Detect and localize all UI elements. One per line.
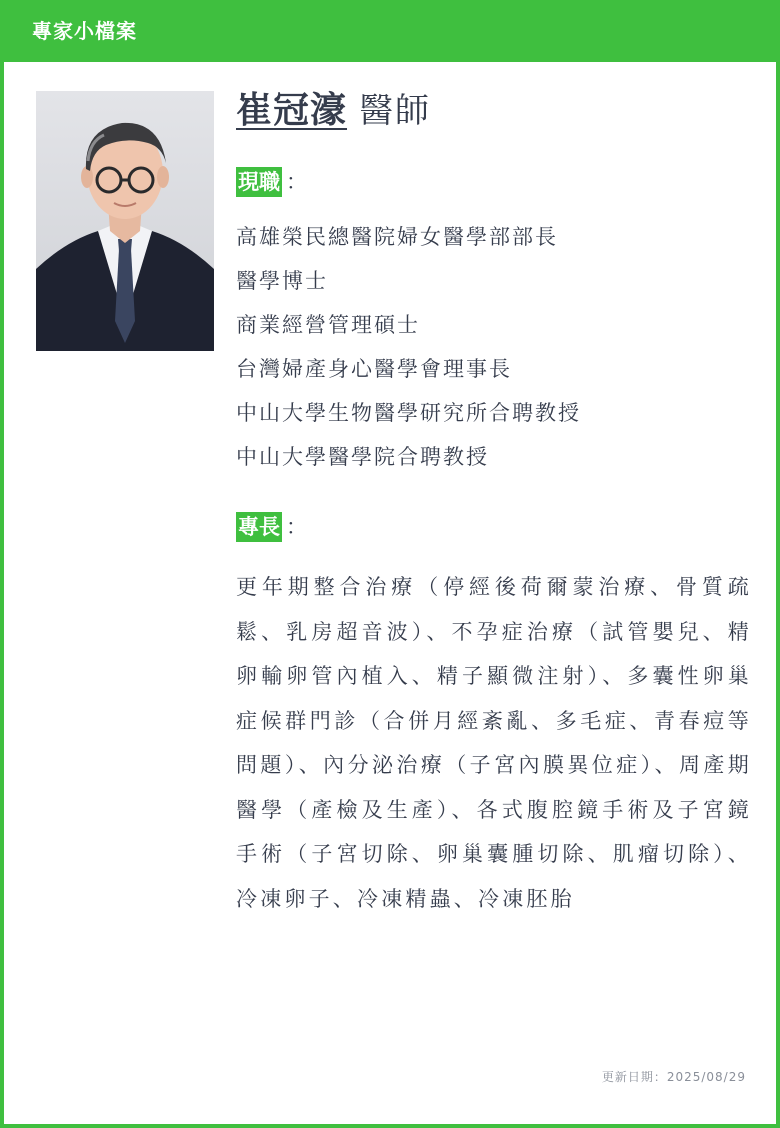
position-item: 高雄榮民總醫院婦女醫學部部長 xyxy=(236,225,558,249)
specialty-text: 更年期整合治療（停經後荷爾蒙治療、骨質疏鬆、乳房超音波）、不孕症治療（試管嬰兒、精卵輸卵管內植入、精子顯微注射）、多囊性卵巢症候群門診（合併月經紊亂、多毛症、青春痘等問題）、內分泌治療（子宮內膜異位症）、周產期醫學（產檢及生產）、各式腹腔鏡手術及子宮鏡手術（子宮切除、卵巢囊腫切除、肌瘤切除）、冷凍卵子、冷凍精蟲、冷凍胚胎 xyxy=(236,575,752,911)
header-title: 專家小檔案 xyxy=(32,19,137,43)
position-item: 商業經營管理碩士 xyxy=(236,313,420,337)
updated-date: 更新日期：2025/08/29 xyxy=(601,1070,746,1084)
position-item: 中山大學醫學院合聘教授 xyxy=(236,445,489,469)
current-position-heading xyxy=(236,164,752,198)
position-item: 台灣婦產身心醫學會理事長 xyxy=(236,357,512,381)
position-item: 醫學博士 xyxy=(236,269,328,293)
card-header xyxy=(4,0,780,62)
position-item: 中山大學生物醫學研究所合聘教授 xyxy=(236,401,581,425)
current-position-list xyxy=(236,215,752,479)
name-row xyxy=(236,86,752,136)
current-position-tag: 現職 xyxy=(236,167,282,197)
doctor-photo xyxy=(36,91,214,351)
specialty-heading xyxy=(236,509,752,543)
doctor-title: 醫師 xyxy=(359,91,432,131)
current-position-colon: ： xyxy=(286,170,307,194)
specialty-tag: 專長 xyxy=(236,512,282,542)
profile-content xyxy=(236,86,752,921)
doctor-name[interactable]: 崔冠濠 xyxy=(236,90,348,131)
specialty-colon: ： xyxy=(286,515,307,539)
